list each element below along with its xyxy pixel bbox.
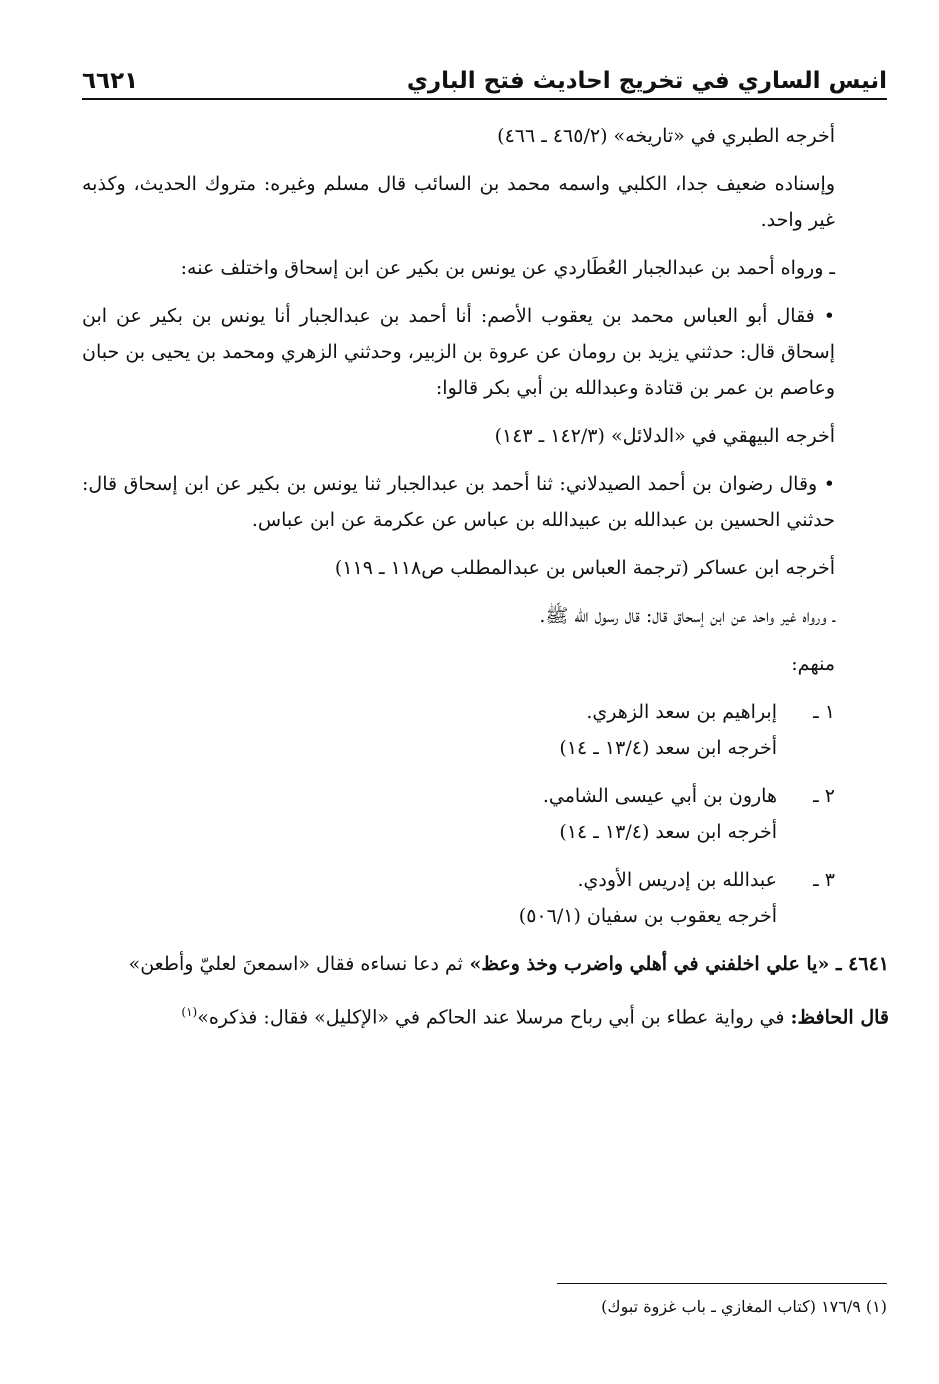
list-item-source: أخرجه ابن سعد (١٣/٤ ـ ١٤) [559, 821, 777, 843]
page-header [82, 58, 887, 94]
list-item [82, 862, 889, 898]
list-item-source: أخرجه يعقوب بن سفيان (٥٠٦/١) [518, 905, 777, 927]
hafiz-label: قال الحافظ: [790, 1006, 889, 1029]
paragraph: أخرجه البيهقي في «الدلائل» (١٤٢/٣ ـ ١٤٣) [494, 425, 835, 447]
footnote-reference: (١) [181, 1005, 198, 1019]
paragraph: • وقال رضوان بن أحمد الصيدلاني: ثنا أحمد بن عبدالجبار ثنا يونس بن بكير عن ابن إسحاق قال: حدثني الحسين بن عبدالله بن عبيدالله بن عباس عن عكرمة عن ابن عباس. [82, 473, 835, 531]
paragraph: ـ ورواه أحمد بن عبدالجبار العُطَاردي عن يونس بن بكير عن ابن إسحاق واختلف عنه: [180, 257, 835, 279]
list-item-source: أخرجه ابن سعد (١٣/٤ ـ ١٤) [559, 737, 777, 759]
list-item-number: ٣ ـ [813, 869, 835, 891]
paragraph: أخرجه ابن عساكر (ترجمة العباس بن عبدالمطلب ص١١٨ ـ ١١٩) [334, 557, 835, 579]
hafiz-text: في رواية عطاء بن أبي رباح مرسلا عند الحاكم في «الإكليل» فقال: فذكره» [197, 1006, 785, 1029]
paragraph: وإسناده ضعيف جدا، الكلبي واسمه محمد بن السائب قال مسلم وغيره: متروك الحديث، وكذبه غير واحد. [82, 173, 835, 231]
paragraph: منهم: [791, 653, 835, 675]
list-item [82, 694, 889, 730]
hadith-continuation: ثم دعا نساءه فقال «اسمعنَ لعليّ وأطعن» [128, 953, 463, 975]
list-item-name: هارون بن أبي عيسى الشامي. [542, 785, 777, 807]
header-divider [82, 98, 887, 100]
list-item-number: ٢ ـ [813, 785, 835, 807]
paragraph: أخرجه الطبري في «تاريخه» (٤٦٥/٢ ـ ٤٦٦) [497, 125, 835, 147]
hadith-entry [82, 946, 889, 982]
list-item-name: عبدالله بن إدريس الأودي. [577, 869, 777, 891]
body-text [82, 118, 889, 1035]
footnote-divider [557, 1283, 887, 1284]
paragraph: • فقال أبو العباس محمد بن يعقوب الأصم: أنا أحمد بن عبدالجبار أنا يونس بن بكير عن ابن إسحاق قال: حدثني يزيد بن رومان عن عروة بن الزبير، وحدثني الزهري ومحمد بن يحيى بن حبان وعاصم بن عمر بن قتادة وعبدالله بن أبي بكر قالوا: [82, 305, 835, 399]
list-item-number: ١ ـ [813, 701, 835, 723]
paragraph: ـ ورواه غير واحد عن ابن إسحاق قال: قال رسول الله ﷺ. [539, 605, 835, 627]
running-title: انيس الساري في تخريج احاديث فتح الباري [406, 68, 887, 94]
footnote: (١) ١٧٦/٩ (كتاب المغازي ـ باب غزوة تبوك) [601, 1297, 887, 1316]
list-item-name: إبراهيم بن سعد الزهري. [586, 701, 777, 723]
hadith-text: «يا علي اخلفني في أهلي واضرب وخذ وعظ» [469, 953, 830, 975]
hadith-number: ٤٦٤١ ـ [835, 953, 889, 975]
page-number: ٦٦٢١ [82, 68, 139, 94]
hafiz-paragraph [82, 994, 889, 1035]
list-item [82, 778, 889, 814]
